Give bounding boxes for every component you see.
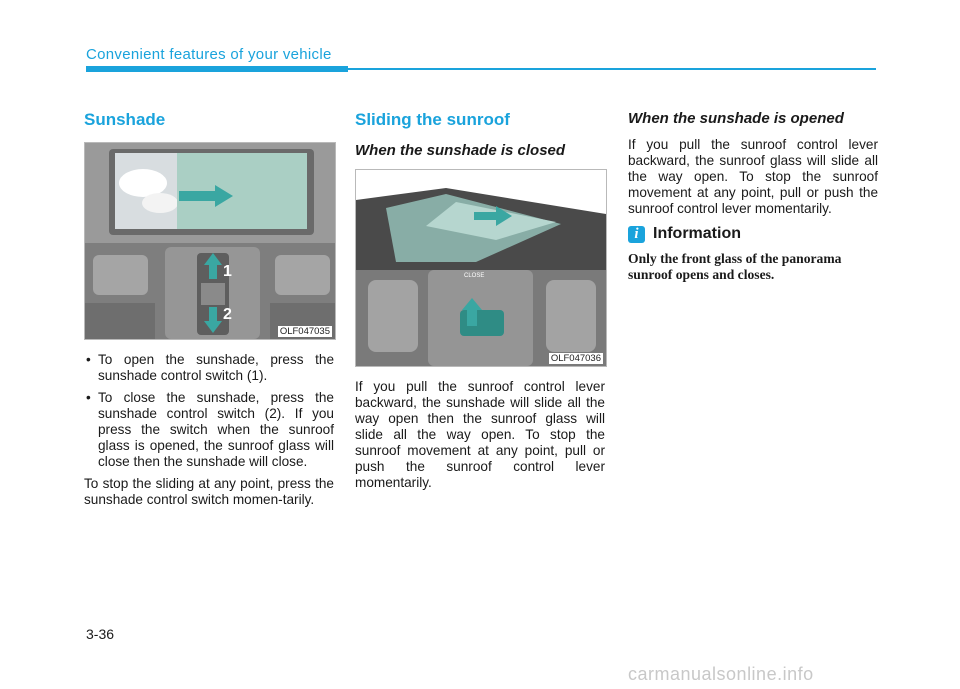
section-title: Convenient features of your vehicle: [86, 46, 332, 63]
watermark: carmanualsonline.info: [628, 664, 814, 684]
column-sunshade: [84, 110, 334, 514]
heading-sliding: Sliding the sunroof: [355, 110, 510, 129]
bullet-list: [84, 352, 334, 470]
header-bar: [86, 66, 348, 72]
callout-1: 1: [223, 263, 232, 280]
column-opened: [628, 110, 878, 283]
figure-sunshade: [84, 142, 336, 340]
paragraph-opened: If you pull the sunroof control lever backward, the sunroof glass will slide all the way open. To stop the sunroof movement at any point, pull or push the sunroof control lever momentarily.: [628, 137, 878, 216]
information-title: Information: [653, 225, 741, 242]
figure-sunroof: [355, 169, 607, 367]
figure-code: OLF047036: [550, 353, 601, 364]
page-number: 3-36: [86, 626, 115, 642]
information-header: [628, 225, 878, 243]
paragraph-stop: To stop the sliding at any point, press the sunshade control switch momen-tarily.: [84, 476, 334, 507]
figure-code: OLF047035: [279, 326, 330, 337]
header-line: [348, 68, 876, 70]
heading-sunshade: Sunshade: [84, 110, 166, 129]
switch-label: CLOSE: [464, 273, 485, 279]
sunshade-illustration: [85, 143, 335, 339]
information-text: Only the front glass of the panorama sunroof opens and closes.: [628, 251, 842, 282]
info-icon: i: [628, 226, 645, 243]
sunroof-illustration: [356, 170, 606, 366]
subheading-opened: When the sunshade is opened: [628, 110, 844, 127]
bullet-open: • To open the sunshade, press the sunshade control switch (1).: [84, 352, 334, 384]
bullet-close: • To close the sunshade, press the sunshade control switch (2). If you press the switch when the sunroof glass is opened, the sunroof glass will close then the sunshade will close.: [84, 390, 334, 470]
callout-2: 2: [223, 306, 232, 323]
paragraph-closed: If you pull the sunroof control lever backward, the sunshade will slide all the way open then the sunroof glass will slide all the way open. To stop the sunroof movement at any point, pull or push the sunroof control lever momentarily.: [355, 379, 605, 490]
column-sliding: [355, 110, 605, 497]
subheading-closed: When the sunshade is closed: [355, 142, 566, 159]
